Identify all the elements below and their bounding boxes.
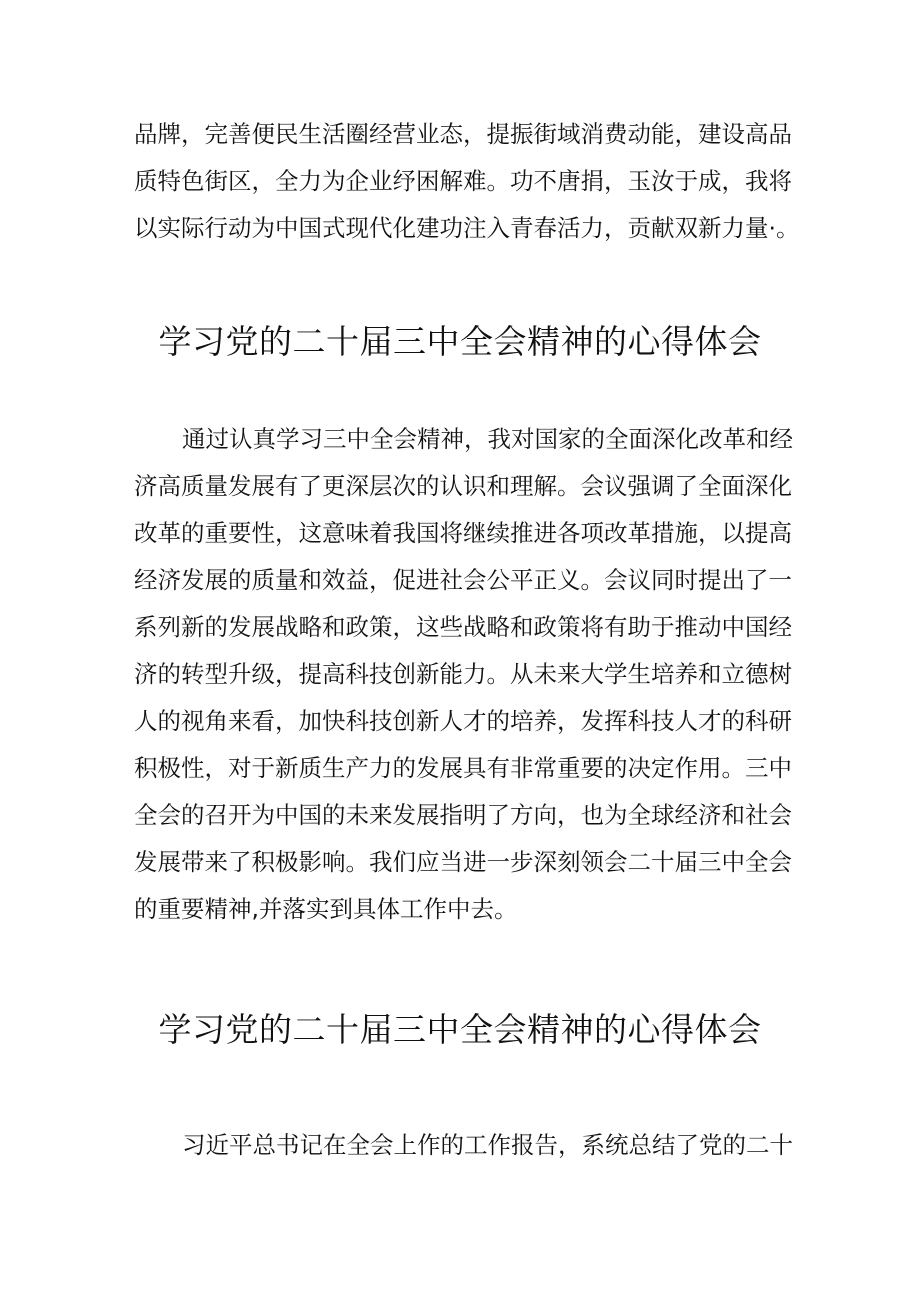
text-line: 积极性，对于新质生产力的发展具有非常重要的决定作用。三中 (134, 754, 792, 782)
section-heading-1: 学习党的二十届三中全会精神的心得体会 (158, 322, 762, 361)
text-line: 质特色街区，全力为企业纾困解难。功不唐捐，玉汝于成，我将 (134, 167, 792, 195)
text-line: 济的转型升级，提高科技创新能力。从未来大学生培养和立德树 (134, 660, 792, 688)
section-heading-2: 学习党的二十届三中全会精神的心得体会 (158, 1010, 762, 1049)
text-line: 全会的召开为中国的未来发展指明了方向，也为全球经济和社会 (134, 801, 792, 829)
text-line: 习近平总书记在全会上作的工作报告，系统总结了党的二十 (182, 1131, 793, 1159)
text-line: 品牌，完善便民生活圈经营业态，提振街域消费动能，建设高品 (134, 120, 792, 148)
section-2-paragraph (134, 1122, 794, 1169)
text-line: 的重要精神,并落实到具体工作中去。 (134, 895, 518, 923)
text-line: 改革的重要性，这意味着我国将继续推进各项改革措施，以提高 (134, 519, 792, 547)
section-1-paragraph (134, 416, 794, 933)
text-line: 以实际行动为中国式现代化建功注入青春活力，贡献双新力量·。 (134, 214, 800, 242)
paragraph-continuation (134, 111, 800, 252)
text-line: 济高质量发展有了更深层次的认识和理解。会议强调了全面深化 (134, 472, 792, 500)
text-line: 人的视角来看，加快科技创新人才的培养，发挥科技人才的科研 (134, 707, 792, 735)
text-line: 经济发展的质量和效益，促进社会公平正义。会议同时提出了一 (134, 566, 792, 594)
text-line: 系列新的发展战略和政策，这些战略和政策将有助于推动中国经 (134, 613, 792, 641)
text-line: 发展带来了积极影响。我们应当进一步深刻领会二十届三中全会 (134, 848, 792, 876)
text-line: 通过认真学习三中全会精神，我对国家的全面深化改革和经 (182, 425, 793, 453)
